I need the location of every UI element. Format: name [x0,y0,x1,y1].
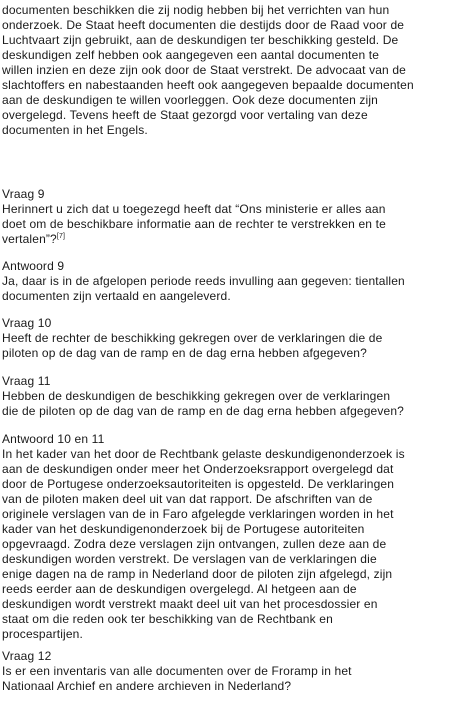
text-line: In het kader van het door de Rechtbank gelaste deskundigenonderzoek is [2,447,405,461]
text-line: documenten beschikken die zij nodig hebben bij het verrichten van hun [2,3,390,17]
text-line: die de piloten op de dag van de ramp en de dag erna hebben afgegeven? [2,404,405,418]
question-9 [2,187,470,247]
text-line: door de Portugese onderzoeksautoriteiten is opgesteld. De verklaringen [2,477,395,491]
text-line: aan de deskundigen onder meer het Onderzoeksrapport overgelegd dat [2,462,394,476]
text-line: procespartijen. [2,627,83,641]
text-line: documenten zijn vertaald en aangeleverd. [2,289,231,303]
text-line: Luchtvaart zijn gebruikt, aan de deskundigen ter beschikking gesteld. De [2,33,399,47]
text-line: Heeft de rechter de beschikking gekregen over de verklaringen die de [2,331,383,345]
text-line: deskundigen zelf hebben ook aangegeven een aantal documenten te [2,48,380,62]
text-line: reeds eerder aan de deskundigen overgelegd. Al hetgeen aan de [2,582,357,596]
answer-9 [2,259,470,304]
question-heading: Vraag 10 [2,316,52,330]
text-line: Ja, daar is in de afgelopen periode reeds invulling aan gegeven: tientallen [2,274,405,288]
intro-paragraph [2,3,470,138]
question-heading: Vraag 11 [2,374,51,388]
text-line: documenten in het Engels. [2,123,148,137]
footnote-reference[interactable]: [7] [56,233,66,240]
text-line: doet om de beschikbare informatie aan de rechter te verstrekken en te [2,217,386,231]
text-line: Herinnert u zich dat u toegezegd heeft dat “Ons ministerie er alles aan [2,202,386,216]
text-line: deskundigen wordt verstrekt maakt deel uit van het procesdossier en [2,597,378,611]
text-line-end: vertalen”? [2,232,57,246]
text-line: aan de deskundigen te willen voorleggen. Ook deze documenten zijn [2,93,378,107]
text-line: originele verslagen van de in Faro afgelegde verklaringen worden in het [2,507,394,521]
text-line: onderzoek. De Staat heeft documenten die destijds door de Raad voor de [2,18,405,32]
question-11 [2,374,470,419]
text-line: Is er een inventaris van alle documenten over de Froramp in het [2,664,352,678]
answer-heading: Antwoord 9 [2,259,65,273]
text-line: deskundigen worden verstrekt. De verslagen van de verklaringen die [2,552,377,566]
text-line: van de piloten maken deel uit van dat rapport. De afschriften van de [2,492,373,506]
question-heading: Vraag 12 [2,649,52,663]
answer-heading: Antwoord 10 en 11 [2,432,105,446]
text-line: Nationaal Archief en andere archieven in Nederland? [2,679,292,693]
text-line: piloten op de dag van de ramp en de dag erna hebben afgegeven? [2,346,367,360]
text-line: enige dagen na de ramp in Nederland door de piloten zijn afgelegd, zijn [2,567,393,581]
text-line: kader van het deskundigenonderzoek bij de Portugese autoriteiten [2,522,365,536]
question-12 [2,649,470,694]
text-line: opgevraagd. Zodra deze verslagen zijn ontvangen, zullen deze aan de [2,537,387,551]
text-line [2,232,470,247]
text-line: overgelegd. Tevens heeft de Staat gezorgd voor vertaling van deze [2,108,368,122]
answer-10-11 [2,432,470,642]
question-heading: Vraag 9 [2,187,45,201]
text-line: staat om die reden ook ter beschikking van de Rechtbank en [2,612,333,626]
text-line: slachtoffers en nabestaanden heeft ook aangegeven bepaalde documenten [2,78,414,92]
text-line: Hebben de deskundigen de beschikking gekregen over de verklaringen [2,389,391,403]
text-line: willen inzien en deze zijn ook door de Staat verstrekt. De advocaat van de [2,63,406,77]
question-10 [2,316,470,361]
